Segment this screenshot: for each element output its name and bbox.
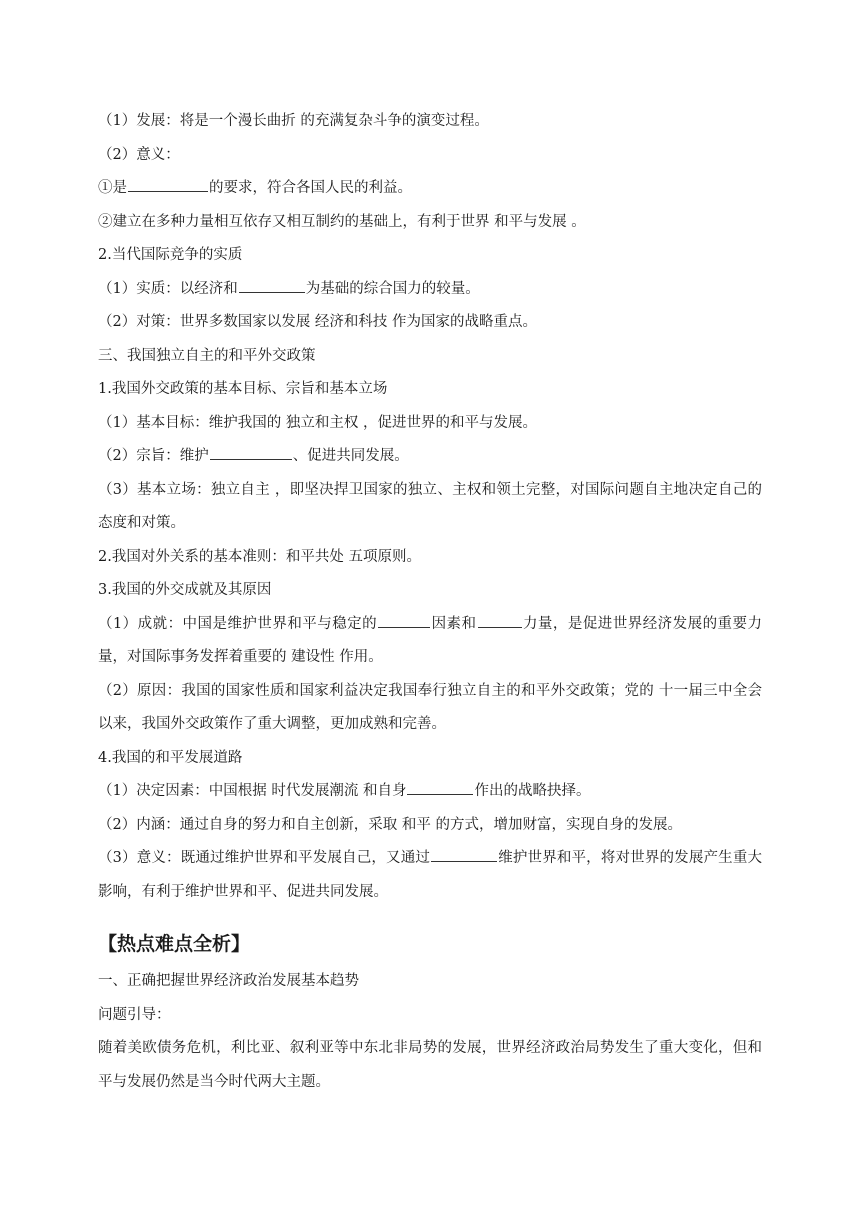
achievement-item-start: （1）成就：中国是维护世界和平与稳定的	[98, 615, 378, 632]
meaning-point-2: ②建立在多种力量相互依存又相互制约的基础上，有利于世界 和平与发展 。	[98, 213, 586, 230]
significance-item	[98, 842, 762, 909]
determining-factor-start: （1）决定因素：中国根据 时代发展潮流 和自身	[98, 783, 407, 799]
achievements-title: 3.我国的外交成就及其原因	[98, 582, 272, 598]
multipolar-development: （1）发展：将是一个漫长曲折 的充满复杂斗争的演变过程。	[98, 113, 489, 129]
fill-blank	[128, 177, 208, 192]
document-body	[98, 105, 762, 1099]
significance-item-end: 维护世界和平，将对世界的发展产生重大影响，有利于维护世界和平、促进共同发展。	[98, 850, 763, 900]
fill-blank	[210, 445, 292, 460]
determining-factor-item	[98, 775, 762, 809]
basic-goal-item: （1）基本目标：维护我国的 独立和主权 ，促进世界的和平与发展。	[98, 414, 537, 431]
fill-blank	[378, 613, 430, 628]
peaceful-development-title: 4.我国的和平发展道路	[98, 749, 243, 766]
determining-factor-end: 作出的战略抉择。	[474, 783, 591, 799]
hot-topics-heading: 【热点难点全析】	[98, 933, 251, 955]
meaning-point-1-start: ①是	[98, 180, 127, 196]
achievement-item-middle: 因素和	[431, 615, 477, 632]
achievement-item	[98, 608, 762, 675]
part-3-title: 三、我国独立自主的和平外交政策	[98, 347, 316, 364]
fill-blank	[239, 278, 305, 293]
hot-topic-1-title: 一、正确把握世界经济政治发展基本趋势	[98, 973, 359, 989]
connotation-item: （2）内涵：通过自身的努力和自主创新，采取 和平 的方式，增加财富，实现自身的发展。	[98, 816, 682, 833]
reason-item: （2）原因：我国的国家性质和国家利益决定我国奉行独立自主的和平外交政策；党的 十一届三中全会 以来，我国外交政策作了重大调整，更加成熟和完善。	[98, 682, 762, 732]
basic-stance-item: （3）基本立场：独立自主 ，即坚决捍卫国家的独立、主权和领土完整，对国际问题自主地决定自己的态度和对策。	[98, 481, 762, 531]
purpose-item-start: （2）宗旨：维护	[98, 448, 209, 464]
fill-blank	[478, 613, 522, 628]
essence-item-end: 为基础的综合国力的较量。	[305, 280, 480, 297]
countermeasure-item: （2）对策：世界多数国家以发展 经济和科技 作为国家的战略重点。	[98, 314, 537, 330]
multipolar-meaning-label: （2）意义：	[98, 146, 180, 163]
fill-blank	[407, 780, 473, 795]
purpose-item-end: 、促进共同发展。	[292, 448, 409, 464]
meaning-point-1-end: 的要求，符合各国人民的利益。	[209, 180, 412, 196]
purpose-item	[98, 440, 762, 474]
significance-item-start: （3）意义：既通过维护世界和平发展自己，又通过	[98, 850, 431, 866]
essence-item-start: （1）实质：以经济和	[98, 280, 238, 297]
section-2-title: 2.当代国际竞争的实质	[98, 247, 243, 263]
meaning-point-1	[98, 172, 762, 206]
basic-principles-title: 2.我国对外关系的基本准则：和平共处 五项原则。	[98, 548, 421, 565]
fill-blank	[431, 847, 497, 862]
foreign-policy-goals-title: 1.我国外交政策的基本目标、宗旨和基本立场	[98, 381, 388, 397]
question-guide-paragraph: 随着美欧债务危机，利比亚、叙利亚等中东北非局势的发展，世界经济政治局势发生了重大变化，但和平与发展仍然是当今时代两大主题。	[98, 1040, 762, 1090]
essence-item	[98, 273, 762, 307]
question-guide-label: 问题引导：	[98, 1006, 171, 1023]
achievement-item-end: 力量，是促进世界经济发展的重要力量，对国际事务发挥着重要的 建设性 作用。	[98, 615, 762, 665]
